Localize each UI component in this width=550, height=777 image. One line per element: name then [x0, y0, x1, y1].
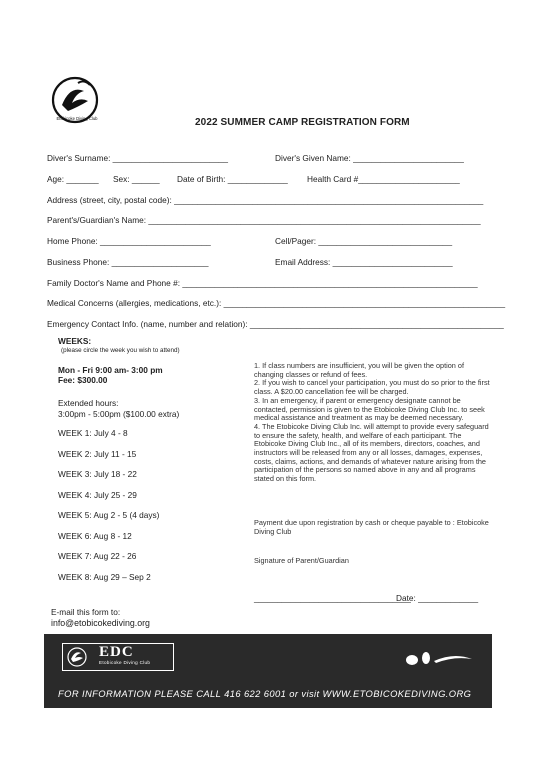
footer-logo — [62, 643, 174, 671]
payment-note: Payment due upon registration by cash or cheque payable to : Etobicoke Diving Club — [254, 518, 489, 536]
date-field[interactable]: Date: _____________ — [396, 593, 479, 603]
week-option[interactable]: WEEK 5: Aug 2 - 5 (4 days) — [58, 510, 160, 520]
footer-club-name: Etobicoke Diving Club — [99, 660, 151, 665]
week-option[interactable]: WEEK 1: July 4 - 8 — [58, 428, 128, 438]
diver-silhouette-icon — [404, 648, 474, 670]
week-option[interactable]: WEEK 7: Aug 22 - 26 — [58, 551, 137, 561]
week-option[interactable]: WEEK 3: July 18 - 22 — [58, 469, 137, 479]
logo-seal-text: Etobicoke Diving Club — [56, 116, 98, 121]
schedule-fee: Fee: $300.00 — [58, 375, 108, 385]
home-phone-field[interactable]: Home Phone: ________________________ — [47, 236, 211, 246]
given-name-field[interactable]: Diver's Given Name: ________________________ — [275, 153, 464, 163]
cell-field[interactable]: Cell/Pager: _____________________________ — [275, 236, 453, 246]
email-field[interactable]: Email Address: __________________________ — [275, 257, 453, 267]
footer-logo-text: EDC — [99, 644, 134, 660]
weeks-note: (please circle the week you wish to attend) — [61, 347, 180, 354]
rule-3: 3. In an emergency, if parent or emergency designate cannot be contacted, permission is given to the Etobicoke Diving Club Inc. to seek medical assistance and treatment as may be deemed necessary. — [254, 395, 485, 423]
surname-field[interactable]: Diver's Surname: _________________________ — [47, 153, 229, 163]
guardian-field[interactable]: Parent's/Guardian's Name: ________________________________________________________________________ — [47, 215, 481, 225]
diver-logo-icon — [66, 646, 88, 668]
address-field[interactable]: Address (street, city, postal code): ___________________________________________________________________ — [47, 195, 484, 205]
signature-label: Signature of Parent/Guardian — [254, 556, 349, 565]
footer-banner — [44, 634, 492, 708]
week-option[interactable]: WEEK 6: Aug 8 - 12 — [58, 531, 132, 541]
age-field[interactable]: Age: _______ — [47, 174, 99, 184]
week-option[interactable]: WEEK 4: July 25 - 29 — [58, 490, 137, 500]
diver-logo-icon — [50, 75, 100, 125]
doctor-field[interactable]: Family Doctor's Name and Phone #: ________________________________________________________________ — [47, 278, 478, 288]
sex-field[interactable]: Sex: ______ — [113, 174, 160, 184]
dob-field[interactable]: Date of Birth: _____________ — [177, 174, 288, 184]
health-card-field[interactable]: Health Card #______________________ — [307, 174, 460, 184]
emergency-field[interactable]: Emergency Contact Info. (name, number and relation): _______________________________________________________ — [47, 319, 504, 329]
form-title: 2022 SUMMER CAMP REGISTRATION FORM — [195, 117, 410, 128]
extended-label: Extended hours: — [58, 398, 119, 408]
rule-2: 2. If you wish to cancel your participation, you must do so prior to the first class. A $20.00 cancellation fee will be charged. — [254, 378, 490, 397]
extended-hours: 3:00pm - 5:00pm ($100.00 extra) — [58, 409, 180, 419]
terms-section — [254, 362, 490, 484]
signature-line[interactable]: __________________________________ — [254, 593, 411, 603]
footer-info: FOR INFORMATION PLEASE CALL 416 622 6001 or visit WWW.ETOBICOKEDIVING.ORG — [58, 688, 472, 699]
weeks-heading: WEEKS: — [58, 336, 92, 346]
email-form-label: E-mail this form to: — [51, 607, 121, 617]
week-option[interactable]: WEEK 2: July 11 - 15 — [58, 449, 137, 459]
contact-email-link[interactable]: info@etobicokediving.org — [51, 618, 150, 628]
rule-4: 4. The Etobicoke Diving Club Inc. will attempt to provide every safeguard to ensure the safety, health, and welfare of each participant. The Etobicoke Diving Club Inc., all of its members, directors, coaches, and instructors will be released from any or all losses, damages, expenses, costs, claims, actions, and demands of whatever nature arising from the participation of the persons so named above in any and all programs stated on this form. — [254, 421, 489, 484]
schedule-line1: Mon - Fri 9:00 am- 3:00 pm — [58, 365, 163, 375]
club-logo — [50, 75, 100, 125]
business-phone-field[interactable]: Business Phone: _____________________ — [47, 257, 209, 267]
medical-field[interactable]: Medical Concerns (allergies, medications, etc.): _____________________________________________________________ — [47, 298, 506, 308]
rule-1: 1. If class numbers are insufficient, you will be given the option of changing classes or refund of fees. — [254, 361, 464, 379]
week-option[interactable]: WEEK 8: Aug 29 – Sep 2 — [58, 572, 151, 582]
